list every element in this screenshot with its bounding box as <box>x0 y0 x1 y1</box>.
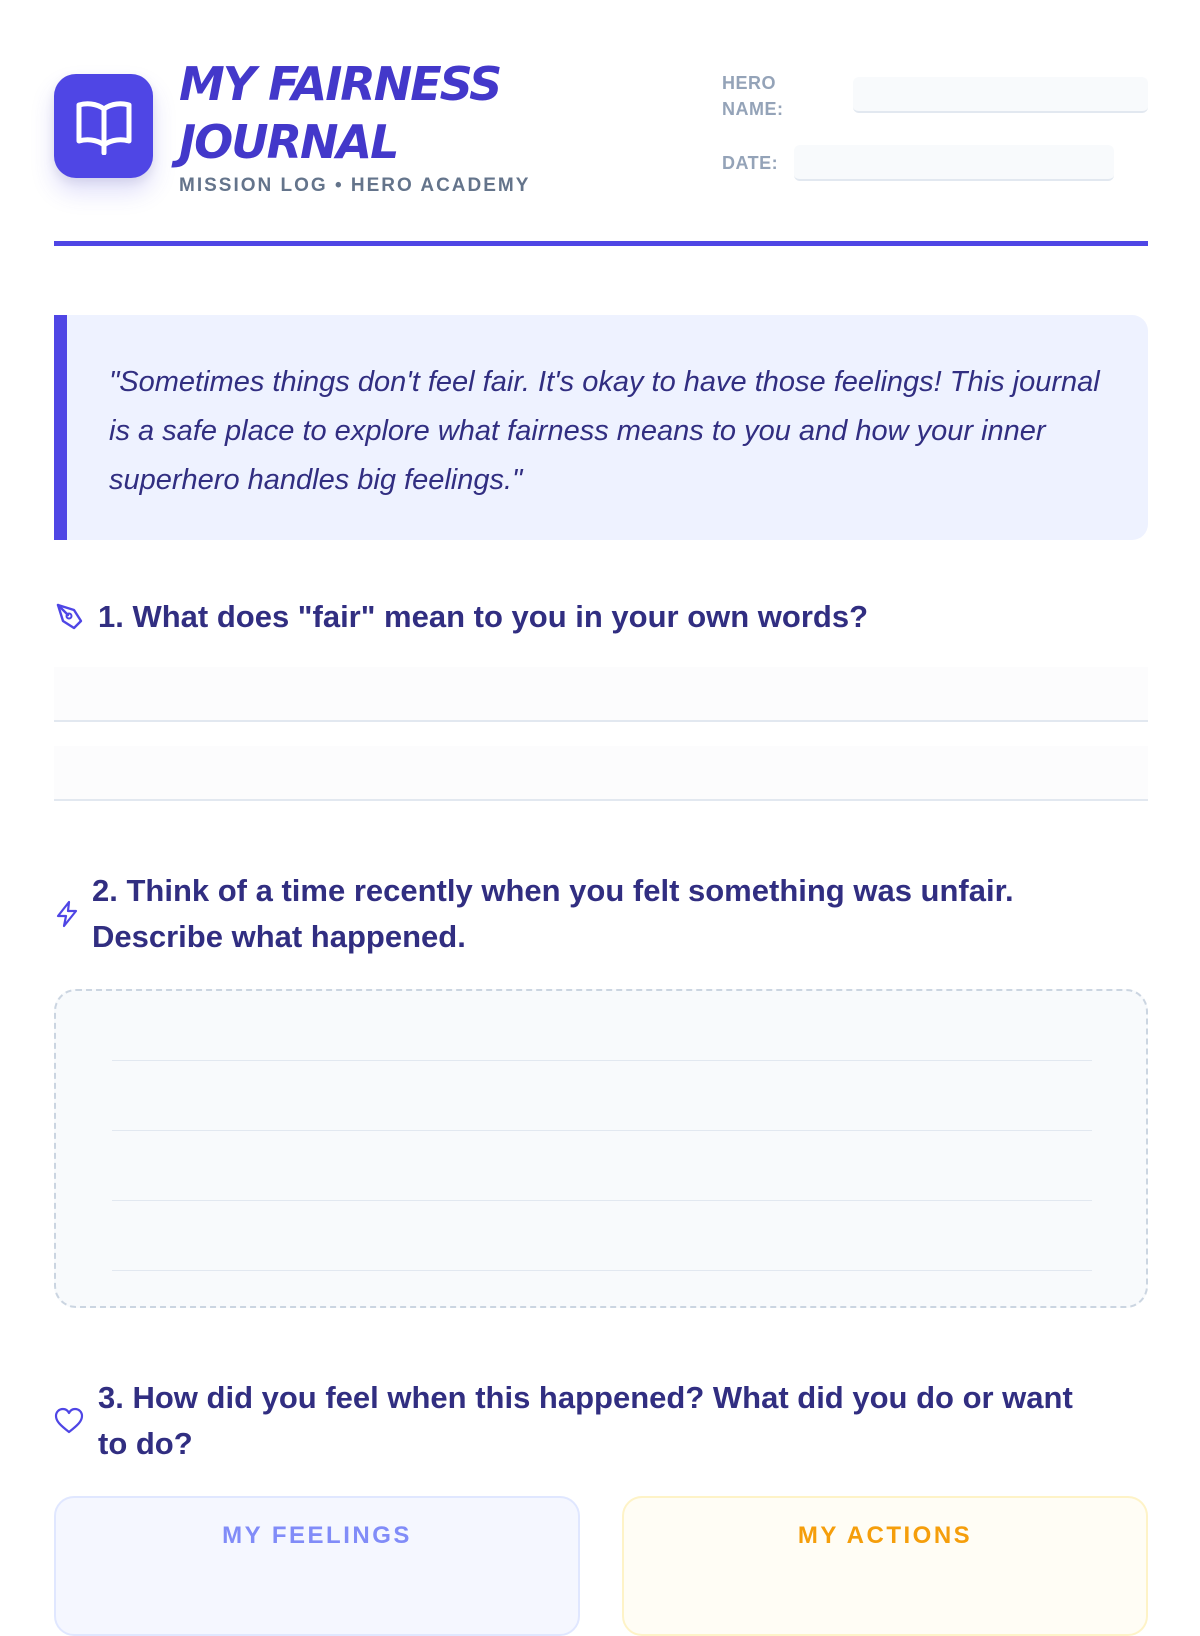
answer-1-line-1[interactable] <box>54 667 1148 722</box>
open-book-icon <box>74 97 134 155</box>
hero-name-field[interactable] <box>853 77 1148 113</box>
question-2 <box>54 868 1148 960</box>
answer-2-box[interactable] <box>54 989 1148 1308</box>
title-line-1: MY FAIRNESS <box>179 57 501 111</box>
question-3-text: 3. How did you feel when this happened? What did you do or want to do? <box>98 1380 1073 1461</box>
question-3 <box>54 1375 1148 1467</box>
ruled-line <box>112 1060 1092 1061</box>
intro-quote-box <box>54 315 1148 540</box>
date-label: DATE: <box>722 153 779 173</box>
feelings-card[interactable] <box>54 1496 580 1636</box>
ruled-line <box>112 1130 1092 1131</box>
date-field[interactable] <box>794 145 1114 181</box>
page-subtitle: MISSION LOG • HERO ACADEMY <box>179 175 531 196</box>
intro-quote: "Sometimes things don't feel fair. It's okay to have those feelings! This journal is a safe place to explore what fairness means to you and how your inner superhero handles big feelings." <box>109 366 1100 496</box>
question-2-text: 2. Think of a time recently when you felt something was unfair. Describe what happened. <box>92 873 1014 954</box>
title-line-2: JOURNAL <box>179 115 398 169</box>
ruled-line <box>112 1200 1092 1201</box>
ruled-line <box>112 1270 1092 1271</box>
hero-name-label <box>722 70 784 122</box>
header-divider <box>54 241 1148 246</box>
hero-name-label-line-1: HERO <box>722 73 777 93</box>
page-title <box>179 55 599 171</box>
pen-icon <box>54 601 98 633</box>
question-1-text: 1. What does "fair" mean to you in your own words? <box>98 599 869 634</box>
actions-card[interactable] <box>622 1496 1148 1636</box>
answer-1-line-2[interactable] <box>54 746 1148 801</box>
logo <box>54 74 153 178</box>
question-1 <box>54 594 1148 640</box>
hero-name-label-line-2: NAME: <box>722 99 784 119</box>
heart-icon <box>54 1407 98 1435</box>
feelings-card-title: MY FEELINGS <box>222 1522 412 1549</box>
actions-card-title: MY ACTIONS <box>797 1522 973 1549</box>
header <box>54 55 1148 245</box>
lightning-icon <box>54 900 92 928</box>
